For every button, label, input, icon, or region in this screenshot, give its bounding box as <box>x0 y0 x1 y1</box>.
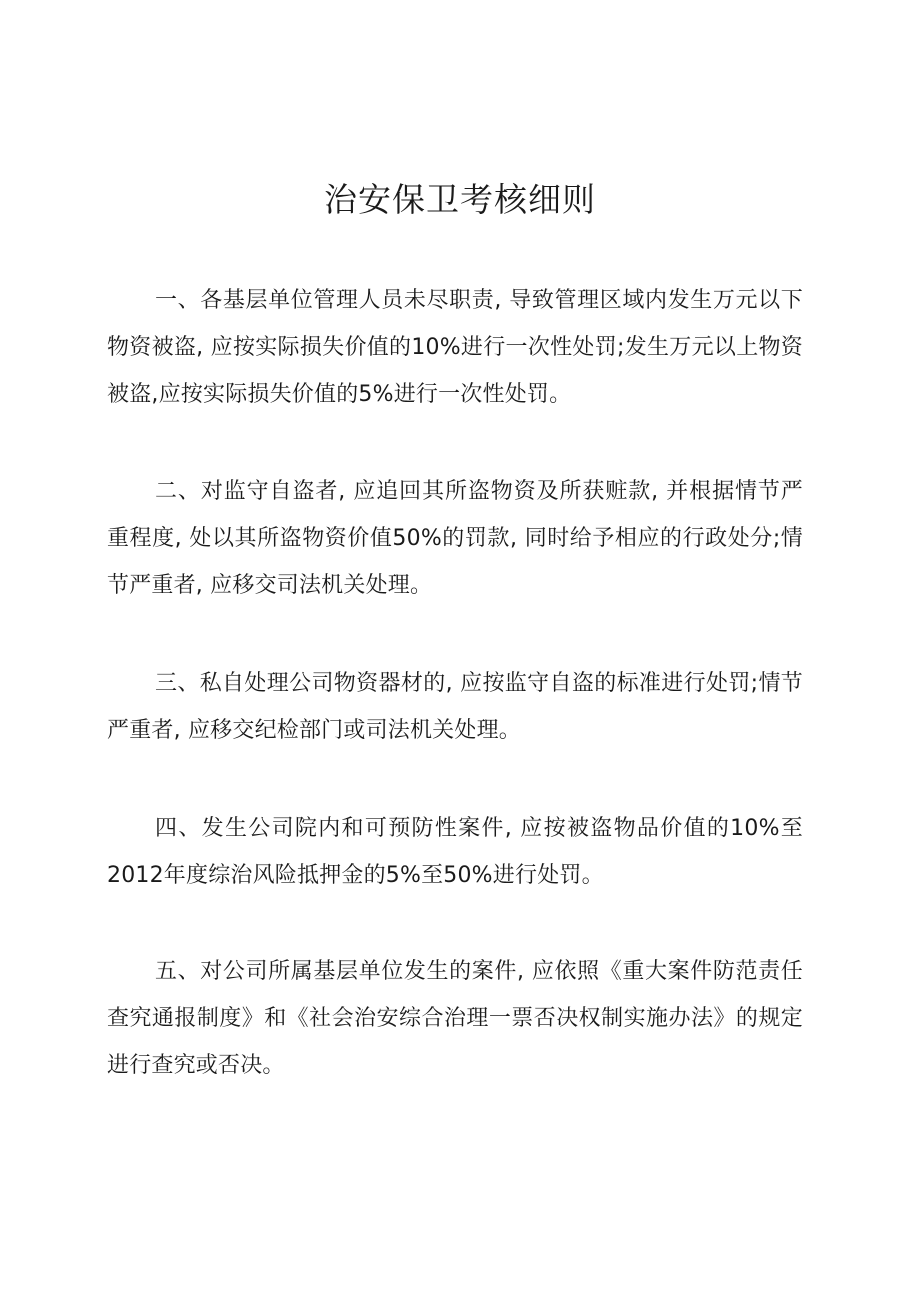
paragraph-5: 五、对公司所属基层单位发生的案件, 应依照《重大案件防范责任查究通报制度》和《社会治安综合治理一票否决权制实施办法》的规定进行查究或否决。 <box>107 959 803 1078</box>
paragraph-1: 一、各基层单位管理人员未尽职责, 导致管理区域内发生万元以下物资被盗, 应按实际损失价值的10%进行一次性处罚;发生万元以上物资被盗,应按实际损失价值的5%进行一次性处罚。 <box>107 288 803 407</box>
paragraph-4: 四、发生公司院内和可预防性案件, 应按被盗物品价值的10%至2012年度综治风险抵押金的5%至50%进行处罚。 <box>107 816 803 888</box>
document-title: 治安保卫考核细则 <box>324 180 596 219</box>
paragraph-3: 三、私自处理公司物资器材的, 应按监守自盗的标准进行处罚;情节严重者, 应移交纪检部门或司法机关处理。 <box>107 671 803 743</box>
paragraph-2: 二、对监守自盗者, 应追回其所盗物资及所获赃款, 并根据情节严重程度, 处以其所盗物资价值50%的罚款, 同时给予相应的行政处分;情节严重者, 应移交司法机关处理。 <box>107 479 803 598</box>
